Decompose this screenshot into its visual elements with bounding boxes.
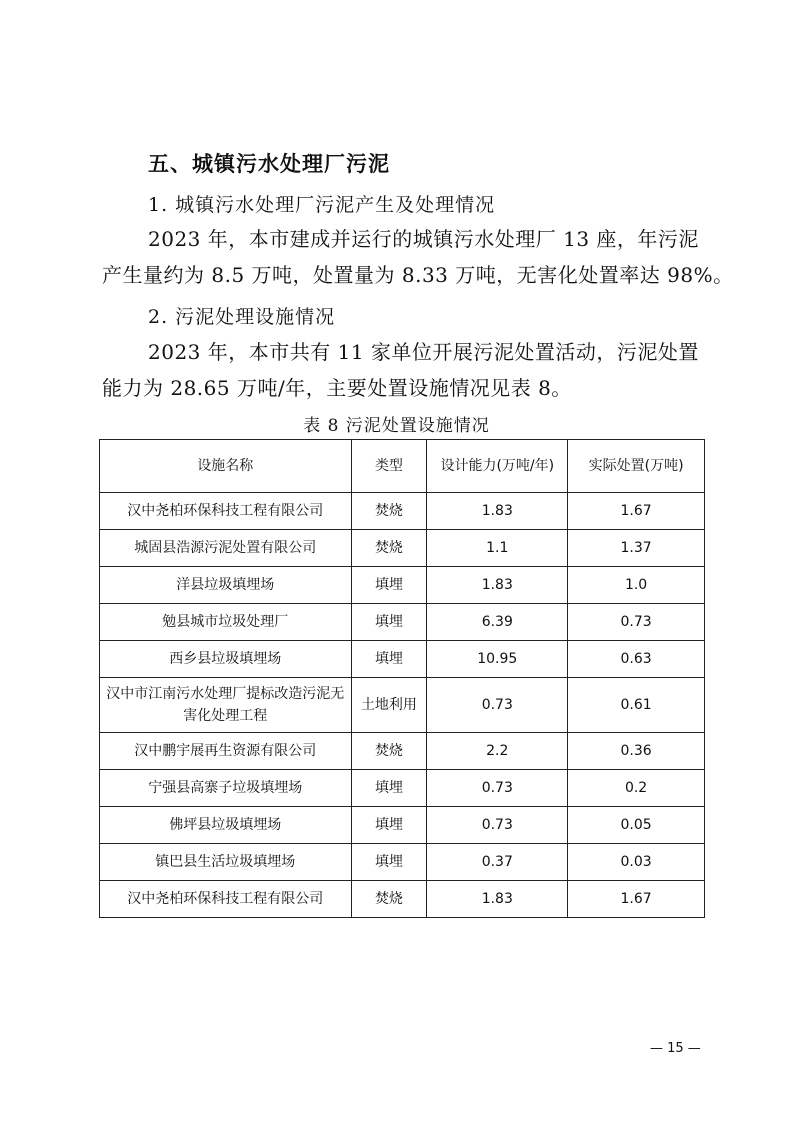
cell-type: 焚烧 [351, 530, 427, 567]
table-row [100, 881, 705, 918]
table-row [100, 530, 705, 567]
cell-facility-name: 佛坪县垃圾填埋场 [100, 807, 352, 844]
cell-design-capacity: 10.95 [427, 641, 568, 678]
cell-design-capacity: 0.73 [427, 678, 568, 733]
cell-facility-name: 勉县城市垃圾处理厂 [100, 604, 352, 641]
table-row [100, 493, 705, 530]
cell-type: 填埋 [351, 567, 427, 604]
cell-design-capacity: 0.37 [427, 844, 568, 881]
cell-type: 土地利用 [351, 678, 427, 733]
cell-type: 填埋 [351, 807, 427, 844]
cell-facility-name: 汉中市江南污水处理厂提标改造污泥无害化处理工程 [100, 678, 352, 733]
cell-design-capacity: 0.73 [427, 770, 568, 807]
cell-facility-name: 汉中尧柏环保科技工程有限公司 [100, 493, 352, 530]
table-row [100, 641, 705, 678]
table-row [100, 733, 705, 770]
table-row [100, 844, 705, 881]
cell-facility-name: 镇巴县生活垃圾填埋场 [100, 844, 352, 881]
cell-facility-name: 洋县垃圾填埋场 [100, 567, 352, 604]
cell-facility-name: 城固县浩源污泥处置有限公司 [100, 530, 352, 567]
cell-actual-disposal: 1.67 [568, 881, 705, 918]
header-facility-name: 设施名称 [100, 440, 352, 493]
header-design-capacity: 设计能力(万吨/年) [427, 440, 568, 493]
cell-actual-disposal: 0.03 [568, 844, 705, 881]
cell-design-capacity: 0.73 [427, 807, 568, 844]
header-actual-disposal: 实际处置(万吨) [568, 440, 705, 493]
table-caption: 表 8 污泥处置设施情况 [303, 416, 490, 436]
section-heading: 五、城镇污水处理厂污泥 [148, 152, 390, 176]
table-row [100, 770, 705, 807]
facility-table [99, 439, 705, 918]
cell-design-capacity: 2.2 [427, 733, 568, 770]
paragraph-2-line-1: 2023 年，本市共有 11 家单位开展污泥处置活动，污泥处置 [148, 340, 699, 364]
cell-type: 填埋 [351, 641, 427, 678]
subsection-title-1: 1. 城镇污水处理厂污泥产生及处理情况 [148, 194, 496, 216]
table-row [100, 567, 705, 604]
table-row [100, 807, 705, 844]
cell-facility-name: 宁强县高寨子垃圾填埋场 [100, 770, 352, 807]
cell-design-capacity: 1.83 [427, 567, 568, 604]
paragraph-2-line-2: 能力为 28.65 万吨/年，主要处置设施情况见表 8。 [102, 376, 572, 400]
table-header-row [100, 440, 705, 493]
cell-actual-disposal: 1.0 [568, 567, 705, 604]
cell-actual-disposal: 1.67 [568, 493, 705, 530]
cell-actual-disposal: 0.36 [568, 733, 705, 770]
cell-facility-name: 汉中鹏宇展再生资源有限公司 [100, 733, 352, 770]
paragraph-1 [102, 221, 734, 293]
cell-type: 填埋 [351, 844, 427, 881]
table-row [100, 678, 705, 733]
header-type: 类型 [351, 440, 427, 493]
cell-actual-disposal: 0.63 [568, 641, 705, 678]
cell-type: 焚烧 [351, 733, 427, 770]
cell-design-capacity: 1.1 [427, 530, 568, 567]
cell-type: 焚烧 [351, 881, 427, 918]
cell-design-capacity: 1.83 [427, 493, 568, 530]
cell-design-capacity: 6.39 [427, 604, 568, 641]
cell-actual-disposal: 0.2 [568, 770, 705, 807]
cell-actual-disposal: 1.37 [568, 530, 705, 567]
paragraph-1-line-2: 产生量约为 8.5 万吨，处置量为 8.33 万吨，无害化处置率达 98%。 [102, 263, 734, 287]
paragraph-2 [102, 334, 702, 406]
cell-type: 填埋 [351, 770, 427, 807]
cell-facility-name: 西乡县垃圾填埋场 [100, 641, 352, 678]
subsection-title-2: 2. 污泥处理设施情况 [148, 306, 336, 328]
cell-design-capacity: 1.83 [427, 881, 568, 918]
table-row [100, 604, 705, 641]
cell-type: 焚烧 [351, 493, 427, 530]
cell-facility-name: 汉中尧柏环保科技工程有限公司 [100, 881, 352, 918]
paragraph-1-line-1: 2023 年，本市建成并运行的城镇污水处理厂 13 座，年污泥 [148, 227, 699, 251]
cell-actual-disposal: 0.73 [568, 604, 705, 641]
cell-actual-disposal: 0.05 [568, 807, 705, 844]
cell-actual-disposal: 0.61 [568, 678, 705, 733]
cell-type: 填埋 [351, 604, 427, 641]
page-number: — 15 — [650, 1041, 701, 1056]
